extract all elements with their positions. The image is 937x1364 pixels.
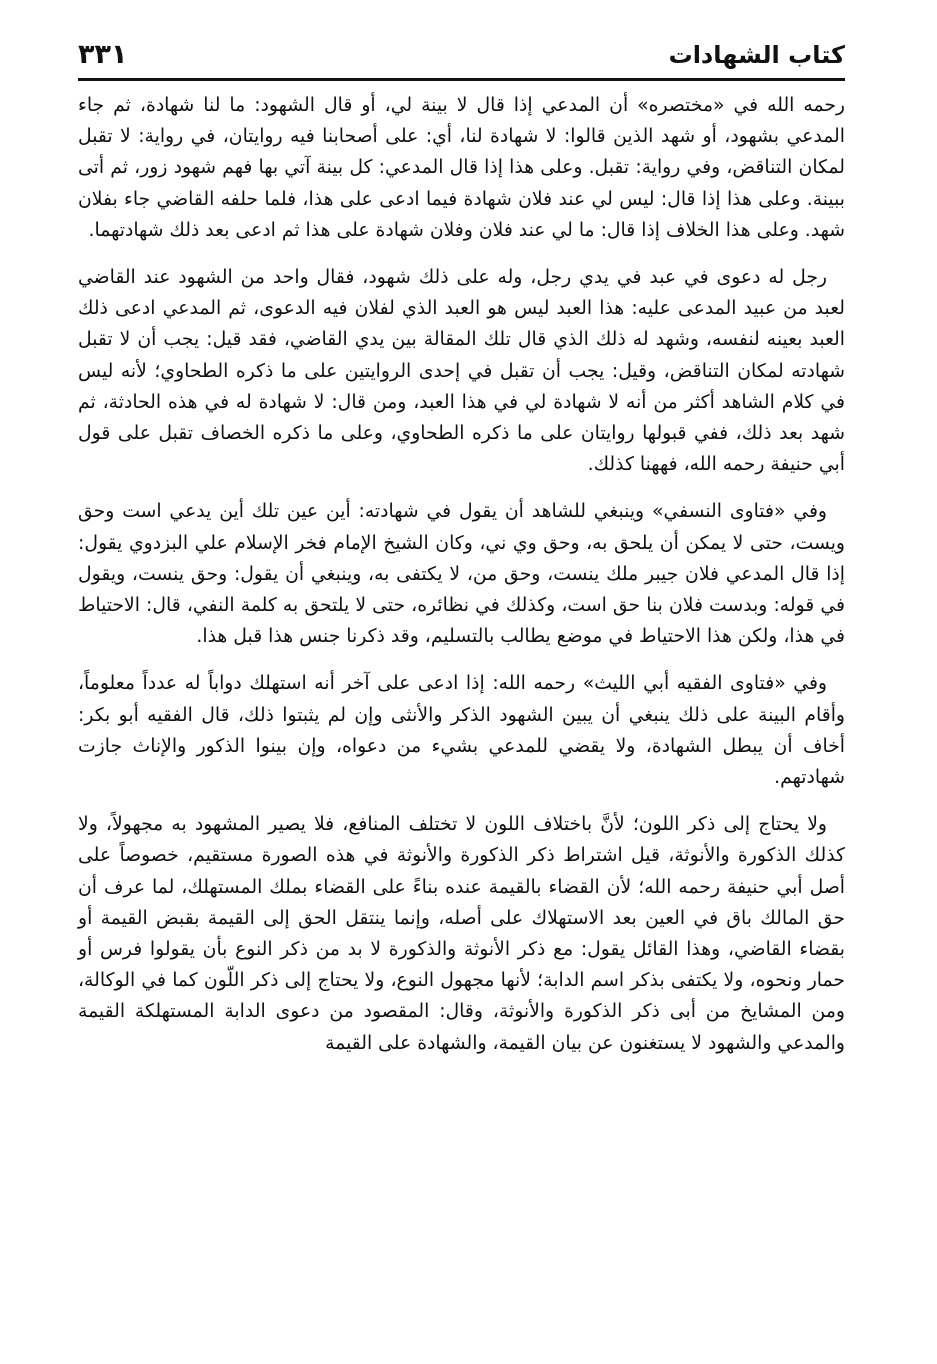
body-text bbox=[78, 90, 845, 1075]
chapter-title: كتاب الشهادات bbox=[668, 41, 845, 69]
paragraph-1: رحمه الله في «مختصره» أن المدعي إذا قال لا بينة لي، أو قال الشهود: ما لنا شهادة، ثم جاء المدعي بشهود، أو شهد الذين قالوا: لا شهادة لنا، أي: على أصحابنا فيه روايتان، في رواية: لا تقبل لمكان التناقض، وفي رواية: تقبل. وعلى هذا إذا قال المدعي: كل بينة آتي بها فهم شهود زور، ثم أتى ببينة. وعلى هذا إذا قال: ليس لي عند فلان شهادة فيما ادعى على هذا، فلما حلفه القاضي جاء بفلان شهد. وعلى هذا الخلاف إذا قال: ما لي عند فلان وفلان شهادة على هذا ثم ادعى بعد ذلك شهادتهما. bbox=[78, 95, 845, 241]
running-header bbox=[78, 30, 845, 78]
paragraph-3: وفي «فتاوى النسفي» وينبغي للشاهد أن يقول في شهادته: أين عين تلك أين يدعي است وحق ويست، حتى لا يمكن أن يلحق به، وحق وي ني، وكان الشيخ الإمام فخر الإسلام علي البزدوي يقول: إذا قال المدعي فلان جيبر ملك ينست، وحق من، لا يكتفى به، وينبغي أن يقول: وحق ينست، ويقول في قوله: وبدست فلان بنا حق است، وكذلك في نظائره، حتى لا يلتحق به كلمة النفي، قال: الاحتياط في هذا، ولكن هذا الاحتياط في موضع يطالب بالتسليم، وقد ذكرنا جنس هذا قبل هذا. bbox=[78, 501, 845, 648]
paragraph-5: ولا يحتاج إلى ذكر اللون؛ لأنَّ باختلاف اللون لا تختلف المنافع، فلا يصير المشهود به مجهولاً، ولا كذلك الذكورة والأنوثة، قيل اشتراط ذكر الذكورة والأنوثة في هذه الصورة مستقيم، خصوصاً على أصل أبي حنيفة رحمه الله؛ لأن القضاء بالقيمة عنده بناءً على القضاء بملك المستهلك، لما عرف أن حق المالك باق في العين بعد الاستهلاك على أصله، وإنما ينتقل الحق إلى القيمة بقبض القيمة أو بقضاء القاضي، وهذا القائل يقول: مع ذكر الأنوثة والذكورة لا بد من ذكر النوع بأن يقولوا فرس أو حمار ونحوه، ولا يكتفى بذكر اسم الدابة؛ لأنها مجهول النوع، ولا يحتاج إلى ذكر اللّون كما في الوكالة، ومن المشايخ من أبى ذكر الذكورة والأنوثة، وقال: المقصود من دعوى الدابة المستهلكة القيمة والمدعي والشهود لا يستغنون عن بيان القيمة، والشهادة على القيمة bbox=[78, 814, 845, 1054]
paragraph-2: رجل له دعوى في عبد في يدي رجل، وله على ذلك شهود، فقال واحد من الشهود عند القاضي لعبد من عبيد المدعى عليه: هذا العبد ليس هو العبد الذي لفلان فيه الدعوى، ثم المدعي ادعى ذلك العبد بعينه لنفسه، وشهد له ذلك الذي قال تلك المقالة بين يدي القاضي، فقد قيل: يجب أن لا تقبل شهادته لمكان التناقض، وقيل: يجب أن تقبل في إحدى الروايتين على ما ذكره الطحاوي؛ لأنه ليس في كلام الشاهد أكثر من أنه لا شهادة لي في هذا العبد، ومن قال: لا شهادة له في هذه الحادثة، ثم شهد بعد ذلك، ففي قبولها روايتان على ما ذكره الطحاوي، وعلى ما ذكره الخصاف تقبل على قول أبي حنيفة رحمه الله، فههنا كذلك. bbox=[78, 267, 845, 476]
page-number: ٣٣١ bbox=[78, 39, 128, 70]
paragraph-4: وفي «فتاوى الفقيه أبي الليث» رحمه الله: إذا ادعى على آخر أنه استهلك دواباً له عدداً معلوماً، وأقام البينة على ذلك ينبغي أن يبين الشهود الذكر والأنثى وإن لم يثبتوا ذلك، قال الفقيه أبو بكر: أخاف أن يبطل الشهادة، ولا يقضي للمدعي بشيء من دعواه، وإن بينوا الذكور والإناث جازت شهادتهم. bbox=[78, 673, 845, 789]
header-rule bbox=[78, 78, 845, 81]
